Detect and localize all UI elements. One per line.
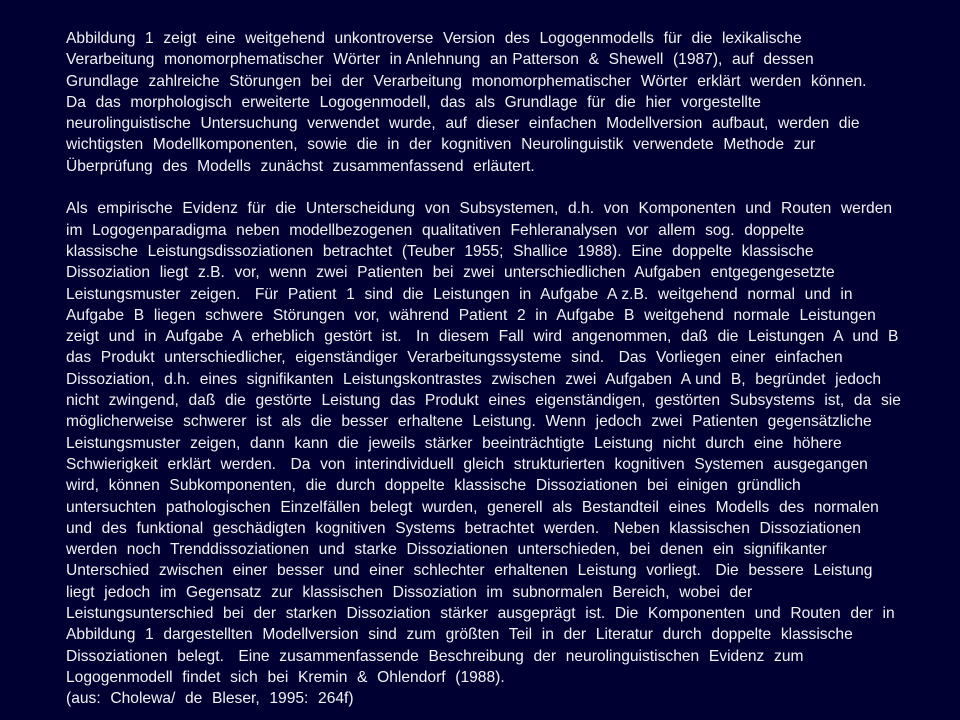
paragraph-logogen-model-intro: Abbildung 1 zeigt eine weitgehend unkontroverse Version des Logogenmodells für die lexikalische Verarbeitung monomorphematischer Wörter in Anlehnung an Patterson & Shewell (1987), auf dessen Grundlage zahlreiche Störungen bei der Verarbeitung monomorphematischer Wörter erklärt werden können. Da das morphologisch erweiterte Logogenmodell, das als Grundlage für die hier vorgestellte neurolinguistische Untersuchung verwendet wurde, auf dieser einfachen Modellversion aufbaut, werden die wichtigsten Modellkomponenten, sowie die in der kognitiven Neurolinguistik verwendete Methode zur Überprüfung des Modells zunächst zusammenfassend erläutert. <box>66 30 867 175</box>
paragraph-spacer <box>66 177 926 198</box>
body-text-box <box>66 28 926 710</box>
paragraph-empirical-evidence: Als empirische Evidenz für die Unterscheidung von Subsystemen, d.h. von Komponenten und Routen werden im Logogenparadigma neben modellbezogenen qualitativen Fehleranalysen vor allem sog. doppelte klassische Leistungsdissoziationen betrachtet (Teuber 1955; Shallice 1988). Eine doppelte klassische Dissoziation liegt z.B. vor, wenn zwei Patienten bei zwei unterschiedlichen Aufgaben entgegengesetzte Leistungsmuster zeigen. Für Patient 1 sind die Leistungen in Aufgabe A z.B. weitgehend normal und in Aufgabe B liegen schwere Störungen vor, während Patient 2 in Aufgabe B weitgehend normale Leistungen zeigt und in Aufgabe A erheblich gestört ist. In diesem Fall wird angenommen, daß die Leistungen A und B das Produkt unterschiedlicher, eigenständiger Verarbeitungssysteme sind. Das Vorliegen einer einfachen Dissoziation, d.h. eines signifikanten Leistungskontrastes zwischen zwei Aufgaben A und B, begründet jedoch nicht zwingend, daß die gestörte Leistung das Produkt eines eigenständigen, gestörten Subsystems ist, da sie möglicherweise schwerer ist als die besser erhaltene Leistung. Wenn jedoch zwei Patienten gegensätzliche Leistungsmuster zeigen, dann kann die jeweils stärker beeinträchtigte Leistung nicht durch eine höhere Schwierigkeit erklärt werden. Da von interindividuell gleich strukturierten kognitiven Systemen ausgegangen wird, können Subkomponenten, die durch doppelte klassische Dissoziationen bei einigen gründlich untersuchten pathologischen Einzelfällen belegt wurden, generell als Bestandteil eines Modells des normalen und des funktional geschädigten kognitiven Systems betrachtet werden. Neben klassischen Dissoziationen werden noch Trenddissoziationen und starke Dissoziationen unterschieden, bei denen ein signifikanter Unterschied zwischen einer besser und einer schlechter erhaltenen Leistung vorliegt. Die bessere Leistung liegt jedoch im Gegensatz zur klassischen Dissoziation im subnormalen Bereich, wobei der Leistungsunterschied bei der starken Dissoziation stärker ausgeprägt ist. Die Komponenten und Routen der in Abbildung 1 dargestellten Modellversion sind zum größten Teil in der Literatur durch doppelte klassische Dissoziationen belegt. Eine zusammenfassende Beschreibung der neurolinguistischen Evidenz zum Logogenmodell findet sich bei Kremin & Ohlendorf (1988). <box>66 200 901 686</box>
citation-text: (aus: Cholewa/ de Bleser, 1995: 264f) <box>66 690 354 708</box>
